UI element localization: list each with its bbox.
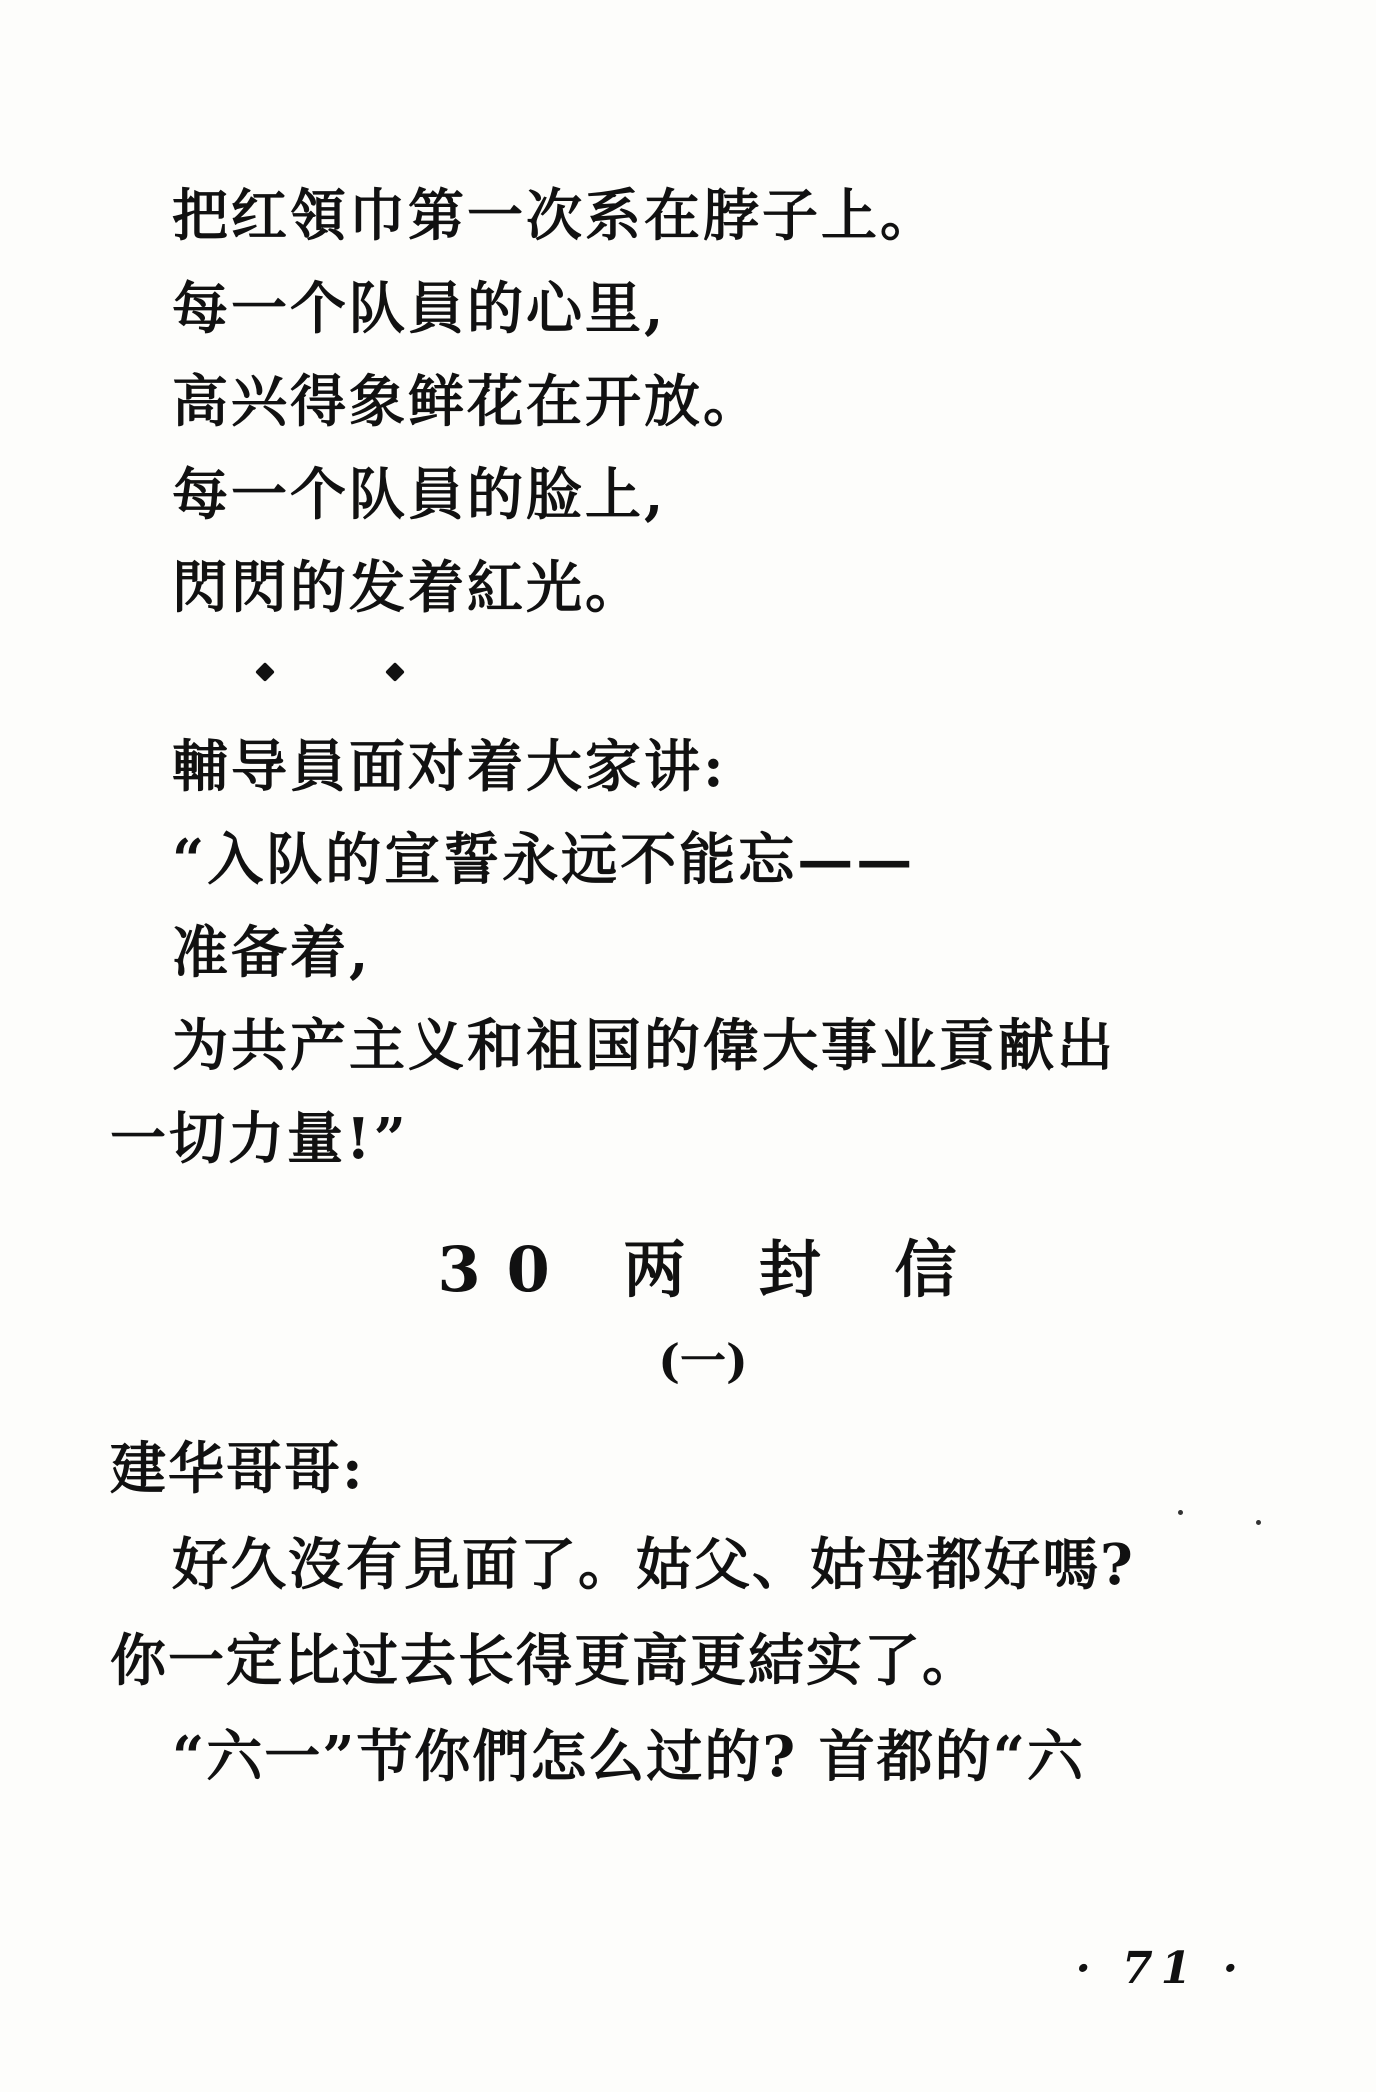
- asterisk-icon: [255, 662, 275, 682]
- lesson-title: 30 两 封 信: [437, 1233, 983, 1306]
- poem-line: 每一个队員的脸上,: [172, 462, 667, 528]
- poem-line: 每一个队員的心里,: [172, 276, 667, 342]
- poem-stanza-one: [110, 170, 1270, 635]
- page-number: · 71 ·: [1075, 1943, 1246, 1994]
- poem-line: 閃閃的发着紅光。: [172, 555, 644, 621]
- paper-speck: [1178, 1510, 1183, 1515]
- paper-speck: [1256, 1520, 1261, 1525]
- poem-stanza-two: [110, 721, 1270, 1186]
- lesson-subsection: (一): [658, 1334, 748, 1388]
- poem-line: “入队的宣誓永远不能忘——: [172, 827, 916, 893]
- letter-line: 好久沒有見面了。姑父、姑母都好嗎?: [172, 1532, 1135, 1598]
- letter-line: “六一”节你們怎么过的? 首都的“六: [172, 1724, 1085, 1790]
- poem-line: 准备着,: [172, 920, 372, 986]
- poem-line: 輔导員面对着大家讲:: [172, 734, 727, 800]
- letter-line: 你一定比过去长得更高更結实了。: [110, 1628, 980, 1694]
- stanza-separator: [110, 635, 1270, 721]
- asterisk-icon: [385, 662, 405, 682]
- poem-line: 高兴得象鲜花在开放。: [172, 369, 762, 435]
- letter-body: [110, 1421, 1270, 1805]
- poem-line: 为共产主义和祖国的偉大事业貢献出: [172, 1013, 1116, 1079]
- poem-line: 一切力量!”: [110, 1106, 409, 1172]
- page-content: [110, 170, 1270, 1805]
- poem-line: 把红領巾第一次系在脖子上。: [172, 183, 939, 249]
- letter-salutation: 建华哥哥:: [110, 1436, 365, 1502]
